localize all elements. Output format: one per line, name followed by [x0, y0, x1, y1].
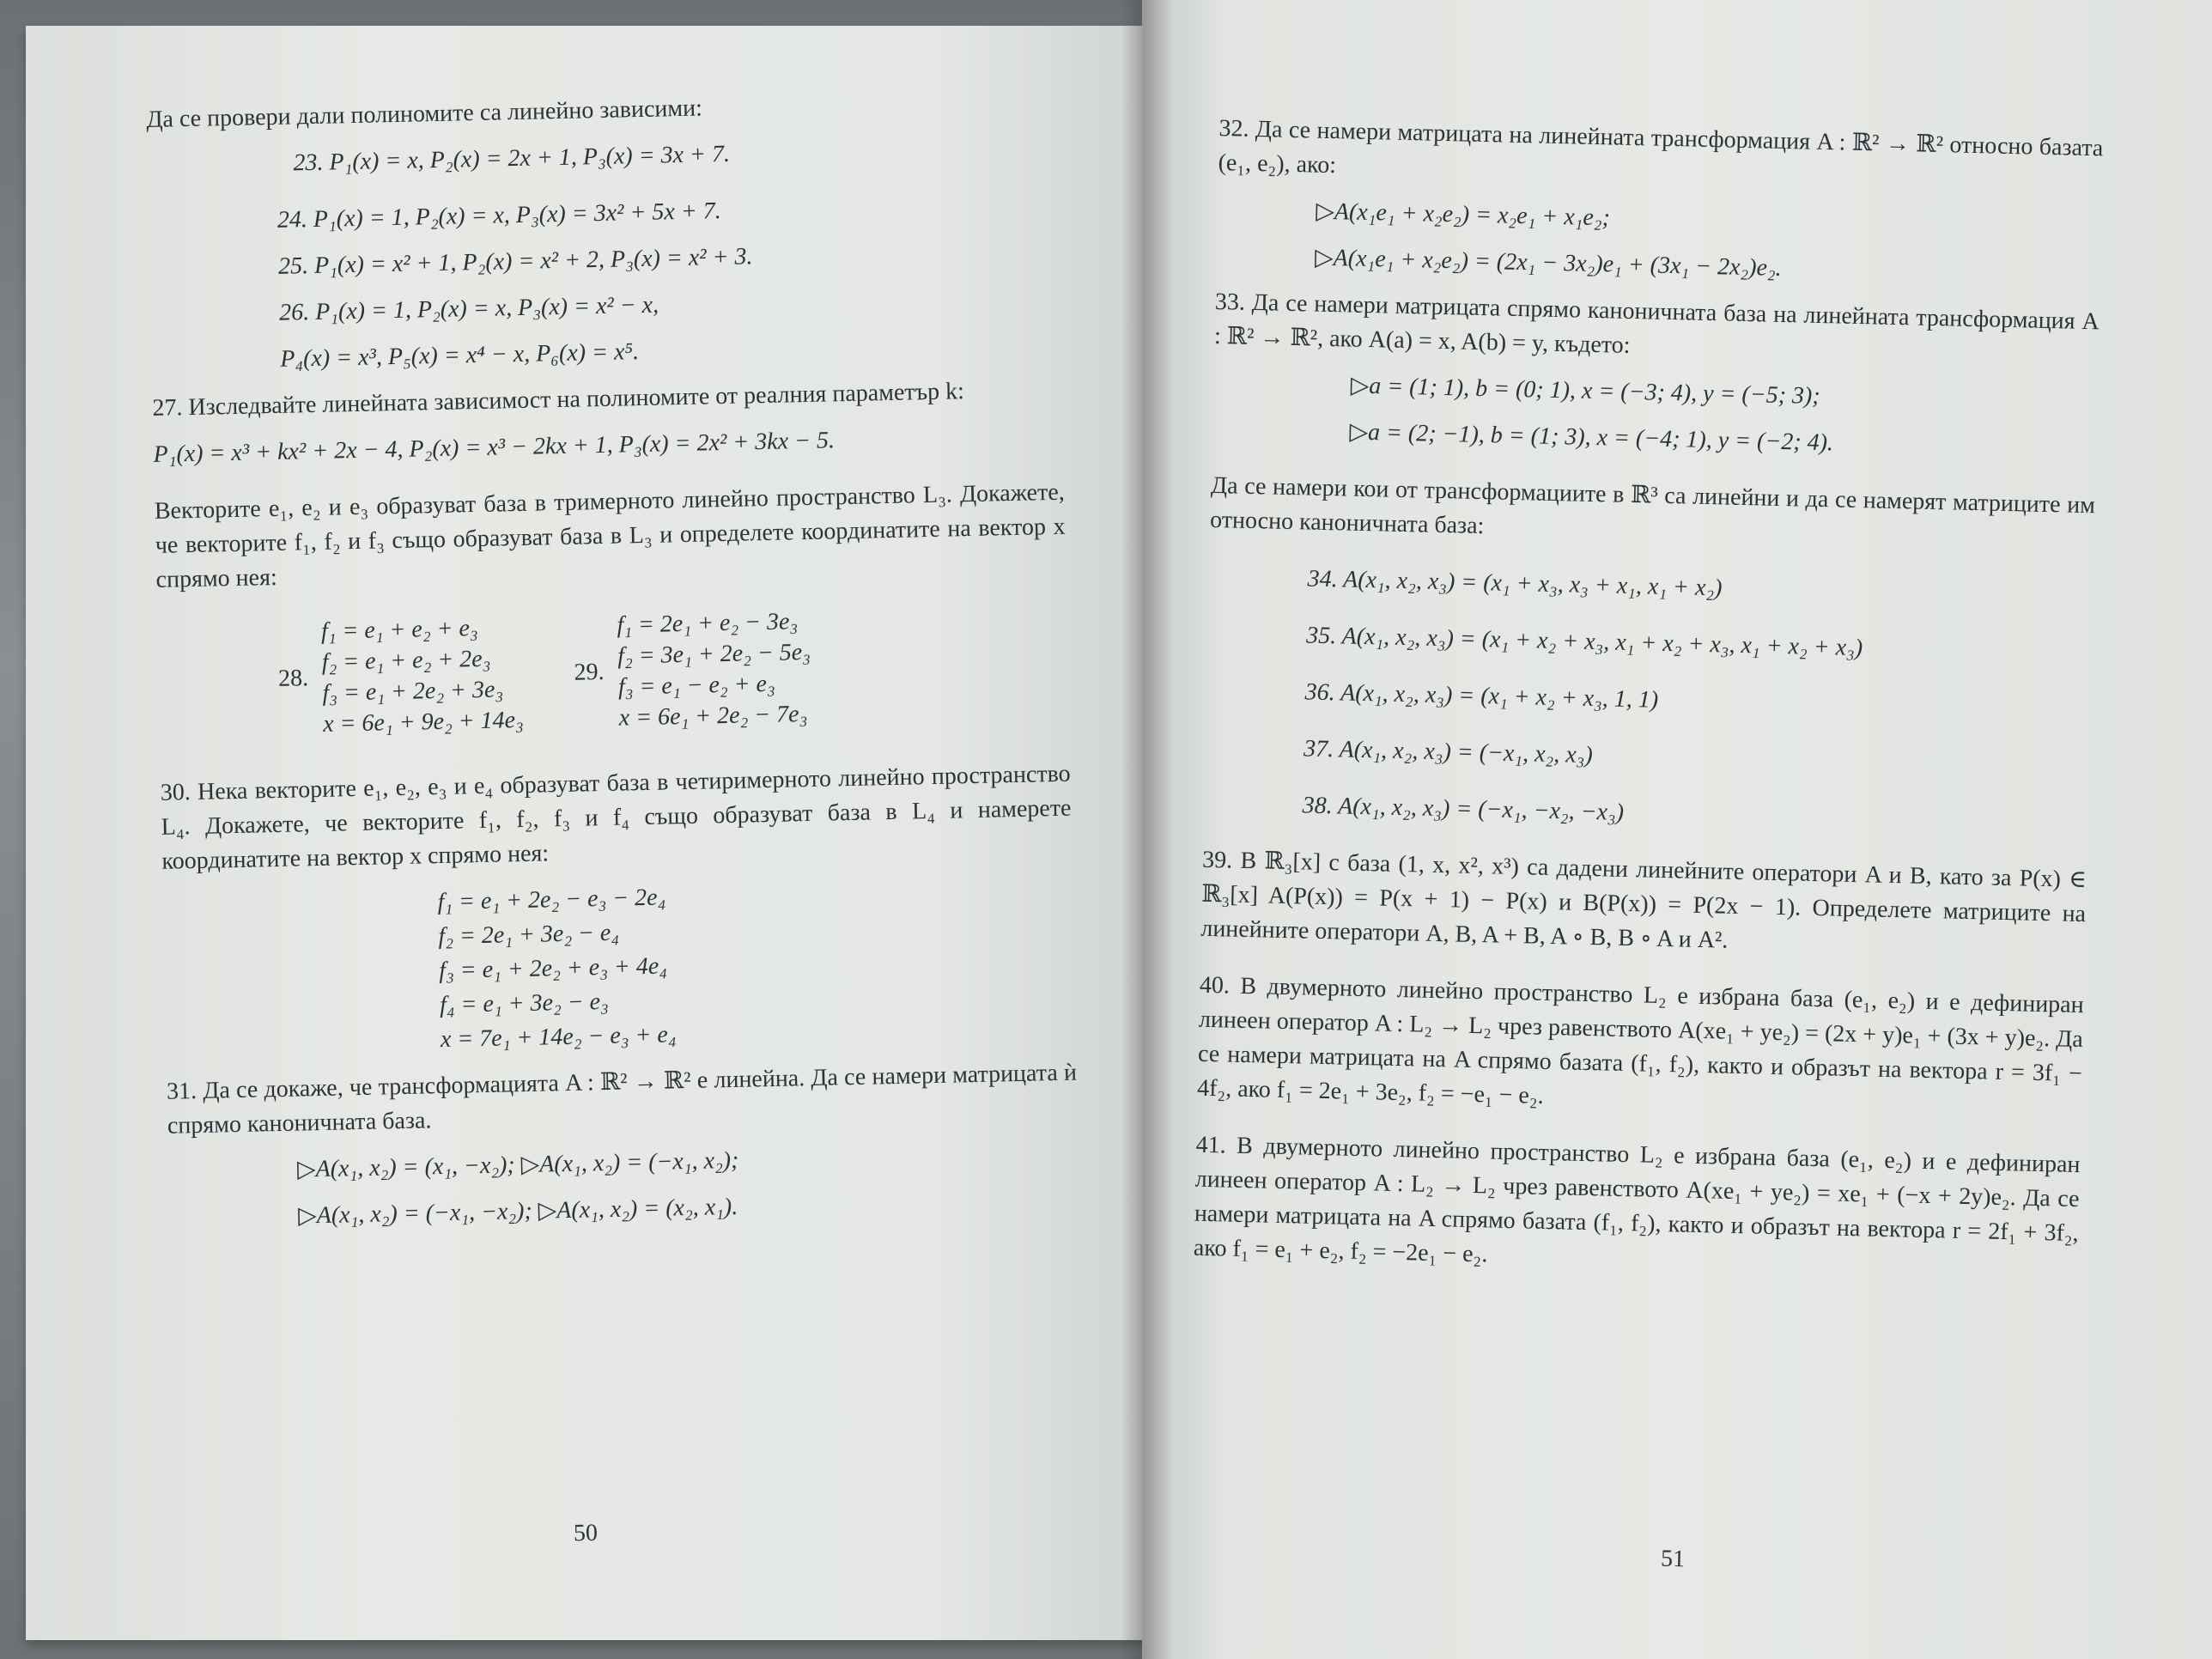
page-number-right: 51 — [1660, 1545, 1686, 1573]
problems-28-29-text: Векторите e₁, e₂ и e₃ образуват база в тримерното линейно пространство L₃. Докажете, че векторите f₁, f₂ и f₃ също образуват база в L₃ и определете координатите на вектор x спрямо нея: — [154, 478, 1066, 593]
problem-30-eq: f₃ = e₁ + 2e₂ + e₃ + 4e₄ — [438, 952, 668, 985]
page-number-left: 50 — [573, 1519, 599, 1547]
problem-30-eq: f₄ = e₁ + 3e₂ − e₃ — [439, 988, 610, 1019]
problem-28-number: 28. — [277, 665, 309, 692]
problem-24: 24. P₁(x) = 1, P₂(x) = x, P₃(x) = 3x² + 5x + 7. — [276, 198, 722, 234]
problem-29-eq: f₁ = 2e₁ + e₂ − 3e₃ — [617, 608, 799, 639]
problem-36: 36. A(x₁, x₂, x₃) = (x₁ + x₂ + x₃, 1, 1) — [1304, 678, 1659, 714]
problem-29 — [573, 606, 812, 735]
problem-39: 39. В ℝ₃[x] с база (1, x, x², x³) са дадени линейните оператори A и B, като за P(x) ∈ ℝ₃[x] A(P(x)) = P(x + 1) − P(x) и B(P(x)) = P(2x − 1). Определете матриците на линейните оператори A, B, A + B, A ∘ B, B ∘ A и A². — [1200, 846, 2087, 954]
problem-35: 35. A(x₁, x₂, x₃) = (x₁ + x₂ + x₃, x₁ + x₂ + x₃, x₁ + x₂ + x₃) — [1305, 622, 1863, 662]
right-page-content — [1194, 112, 2104, 1285]
problem-33-text: 33. Да се намери матрицата спрямо каноничната база на линейната трансформация A : ℝ² → ℝ², ако A(a) = x, A(b) = y, където: — [1213, 288, 2100, 359]
problem-23: 23. P₁(x) = x, P₂(x) = 2x + 1, P₃(x) = 3x + 7. — [293, 140, 731, 177]
problem-28-eq: f₃ = e₁ + 2e₂ + 3e₃ — [322, 676, 504, 707]
problem-30-eq: f₁ = e₁ + 2e₂ − e₃ − 2e₄ — [437, 884, 666, 916]
problem-29-number: 29. — [574, 658, 605, 686]
problem-33-case-b: ▷a = (2; −1), b = (1; 3), x = (−4; 1), y = (−2; 4). — [1349, 418, 1834, 457]
problem-27-text: 27. Изследвайте линейната зависимост на полиномите от реалния параметър k: — [152, 378, 965, 422]
problem-28-eq: x = 6e₁ + 9e₂ + 14e₃ — [322, 706, 525, 738]
problem-29-eq: x = 6e₁ + 2e₂ − 7e₃ — [618, 701, 808, 732]
problem-31-case-b: ▷A(x₁, x₂) = (−x₁, −x₂); ▷A(x₁, x₂) = (x₂, x₁). — [297, 1193, 738, 1230]
problem-30-text: 30. Нека векторите e₁, e₂, e₃ и e₄ образуват база в четиримерното линейно пространство L₄. Докажете, че векторите f₁, f₂, f₃ и f₄ също образуват база в L₄ и намерете координатите на вектор x спрямо нея: — [160, 760, 1072, 875]
problem-26-line2: P₄(x) = x³, P₅(x) = x⁴ − x, P₆(x) = x⁵. — [279, 338, 640, 373]
problem-29-eq: f₃ = e₁ − e₂ + e₃ — [617, 670, 775, 701]
problem-29-eq: f₂ = 3e₁ + 2e₂ − 5e₃ — [617, 638, 811, 670]
left-page-content — [146, 84, 1079, 1237]
problem-30-system — [162, 872, 1076, 1063]
problem-37: 37. A(x₁, x₂, x₃) = (−x₁, x₂, x₃) — [1303, 735, 1594, 769]
book-gutter — [1121, 0, 1172, 1659]
problem-34: 34. A(x₁, x₂, x₃) = (x₁ + x₃, x₃ + x₁, x₁ + x₂) — [1307, 565, 1723, 602]
problem-38: 38. A(x₁, x₂, x₃) = (−x₁, −x₂, −x₃) — [1302, 792, 1625, 826]
problem-31-case-a: ▷A(x₁, x₂) = (x₁, −x₂); ▷A(x₁, x₂) = (−x₁, x₂); — [296, 1146, 739, 1183]
problems-28-29-systems — [277, 601, 1070, 741]
problem-27-equation: P₁(x) = x³ + kx² + 2x − 4, P₂(x) = x³ − 2kx + 1, P₃(x) = 2x² + 3kx − 5. — [153, 427, 836, 468]
problems-34-38-text: Да се намери кои от трансформациите в ℝ³ са линейни и да се намерят матриците им относно каноничната база: — [1209, 471, 2096, 540]
problem-32-case-b: ▷A(x₁e₁ + x₂e₂) = (2x₁ − 3x₂)e₁ + (3x₁ − 2x₂)e₂. — [1314, 244, 1783, 282]
problem-33-case-a: ▷a = (1; 1), b = (0; 1), x = (−3; 4), y = (−5; 3); — [1350, 372, 1820, 410]
problem-32-case-a: ▷A(x₁e₁ + x₂e₂) = x₂e₁ + x₁e₂; — [1316, 198, 1611, 232]
problem-30-eq: x = 7e₁ + 14e₂ − e₃ + e₄ — [440, 1021, 677, 1054]
problem-40: 40. В двумерното линейно пространство L₂ е избрана база (e₁, e₂) и е дефиниран линеен оператор A : L₂ → L₂ чрез равенството A(xe₁ + ye₂) = (2x + y)e₁ + (3x + y)e₂. Да се намери матрицата на A спрямо базата (f₁, f₂), както и образът на вектора r = 3f₁ − 4f₂, ако f₁ = 2e₁ + 3e₂, f₂ = −e₁ − e₂. — [1196, 971, 2085, 1109]
problem-41: 41. В двумерното линейно пространство L₂ е избрана база (e₁, e₂) и е дефиниран линеен оператор A : L₂ → L₂ чрез равенството A(xe₁ + ye₂) = xe₁ + (−x + 2y)e₂. Да се намери матрицата на A спрямо базата (f₁, f₂), както и образът на вектора r = 2f₁ + 3f₂, ако f₁ = e₁ + e₂, f₂ = −2e₁ − e₂. — [1193, 1131, 2081, 1268]
problem-31-text: 31. Да се докаже, че трансформацията A : ℝ² → ℝ² е линейна. Да се намери матрицата ѝ спрямо каноничната база. — [166, 1059, 1078, 1139]
problem-30-eq: f₂ = 2e₁ + 3e₂ − e₄ — [438, 919, 620, 951]
problem-28-eq: f₂ = e₁ + e₂ + 2e₃ — [321, 645, 491, 676]
problem-25: 25. P₁(x) = x² + 1, P₂(x) = x² + 2, P₃(x) = x² + 3. — [277, 243, 753, 280]
problem-26-line1: 26. P₁(x) = 1, P₂(x) = x, P₃(x) = x² − x, — [278, 291, 659, 326]
problem-32-text: 32. Да се намери матрицата на линейната трансформация A : ℝ² → ℝ² относно базата (e₁, e₂), ако: — [1218, 114, 2104, 179]
intro-text: Да се провери дали полиномите са линейно зависими: — [146, 94, 703, 133]
problem-28 — [277, 612, 525, 741]
problem-28-eq: f₁ = e₁ + e₂ + e₃ — [320, 615, 478, 645]
